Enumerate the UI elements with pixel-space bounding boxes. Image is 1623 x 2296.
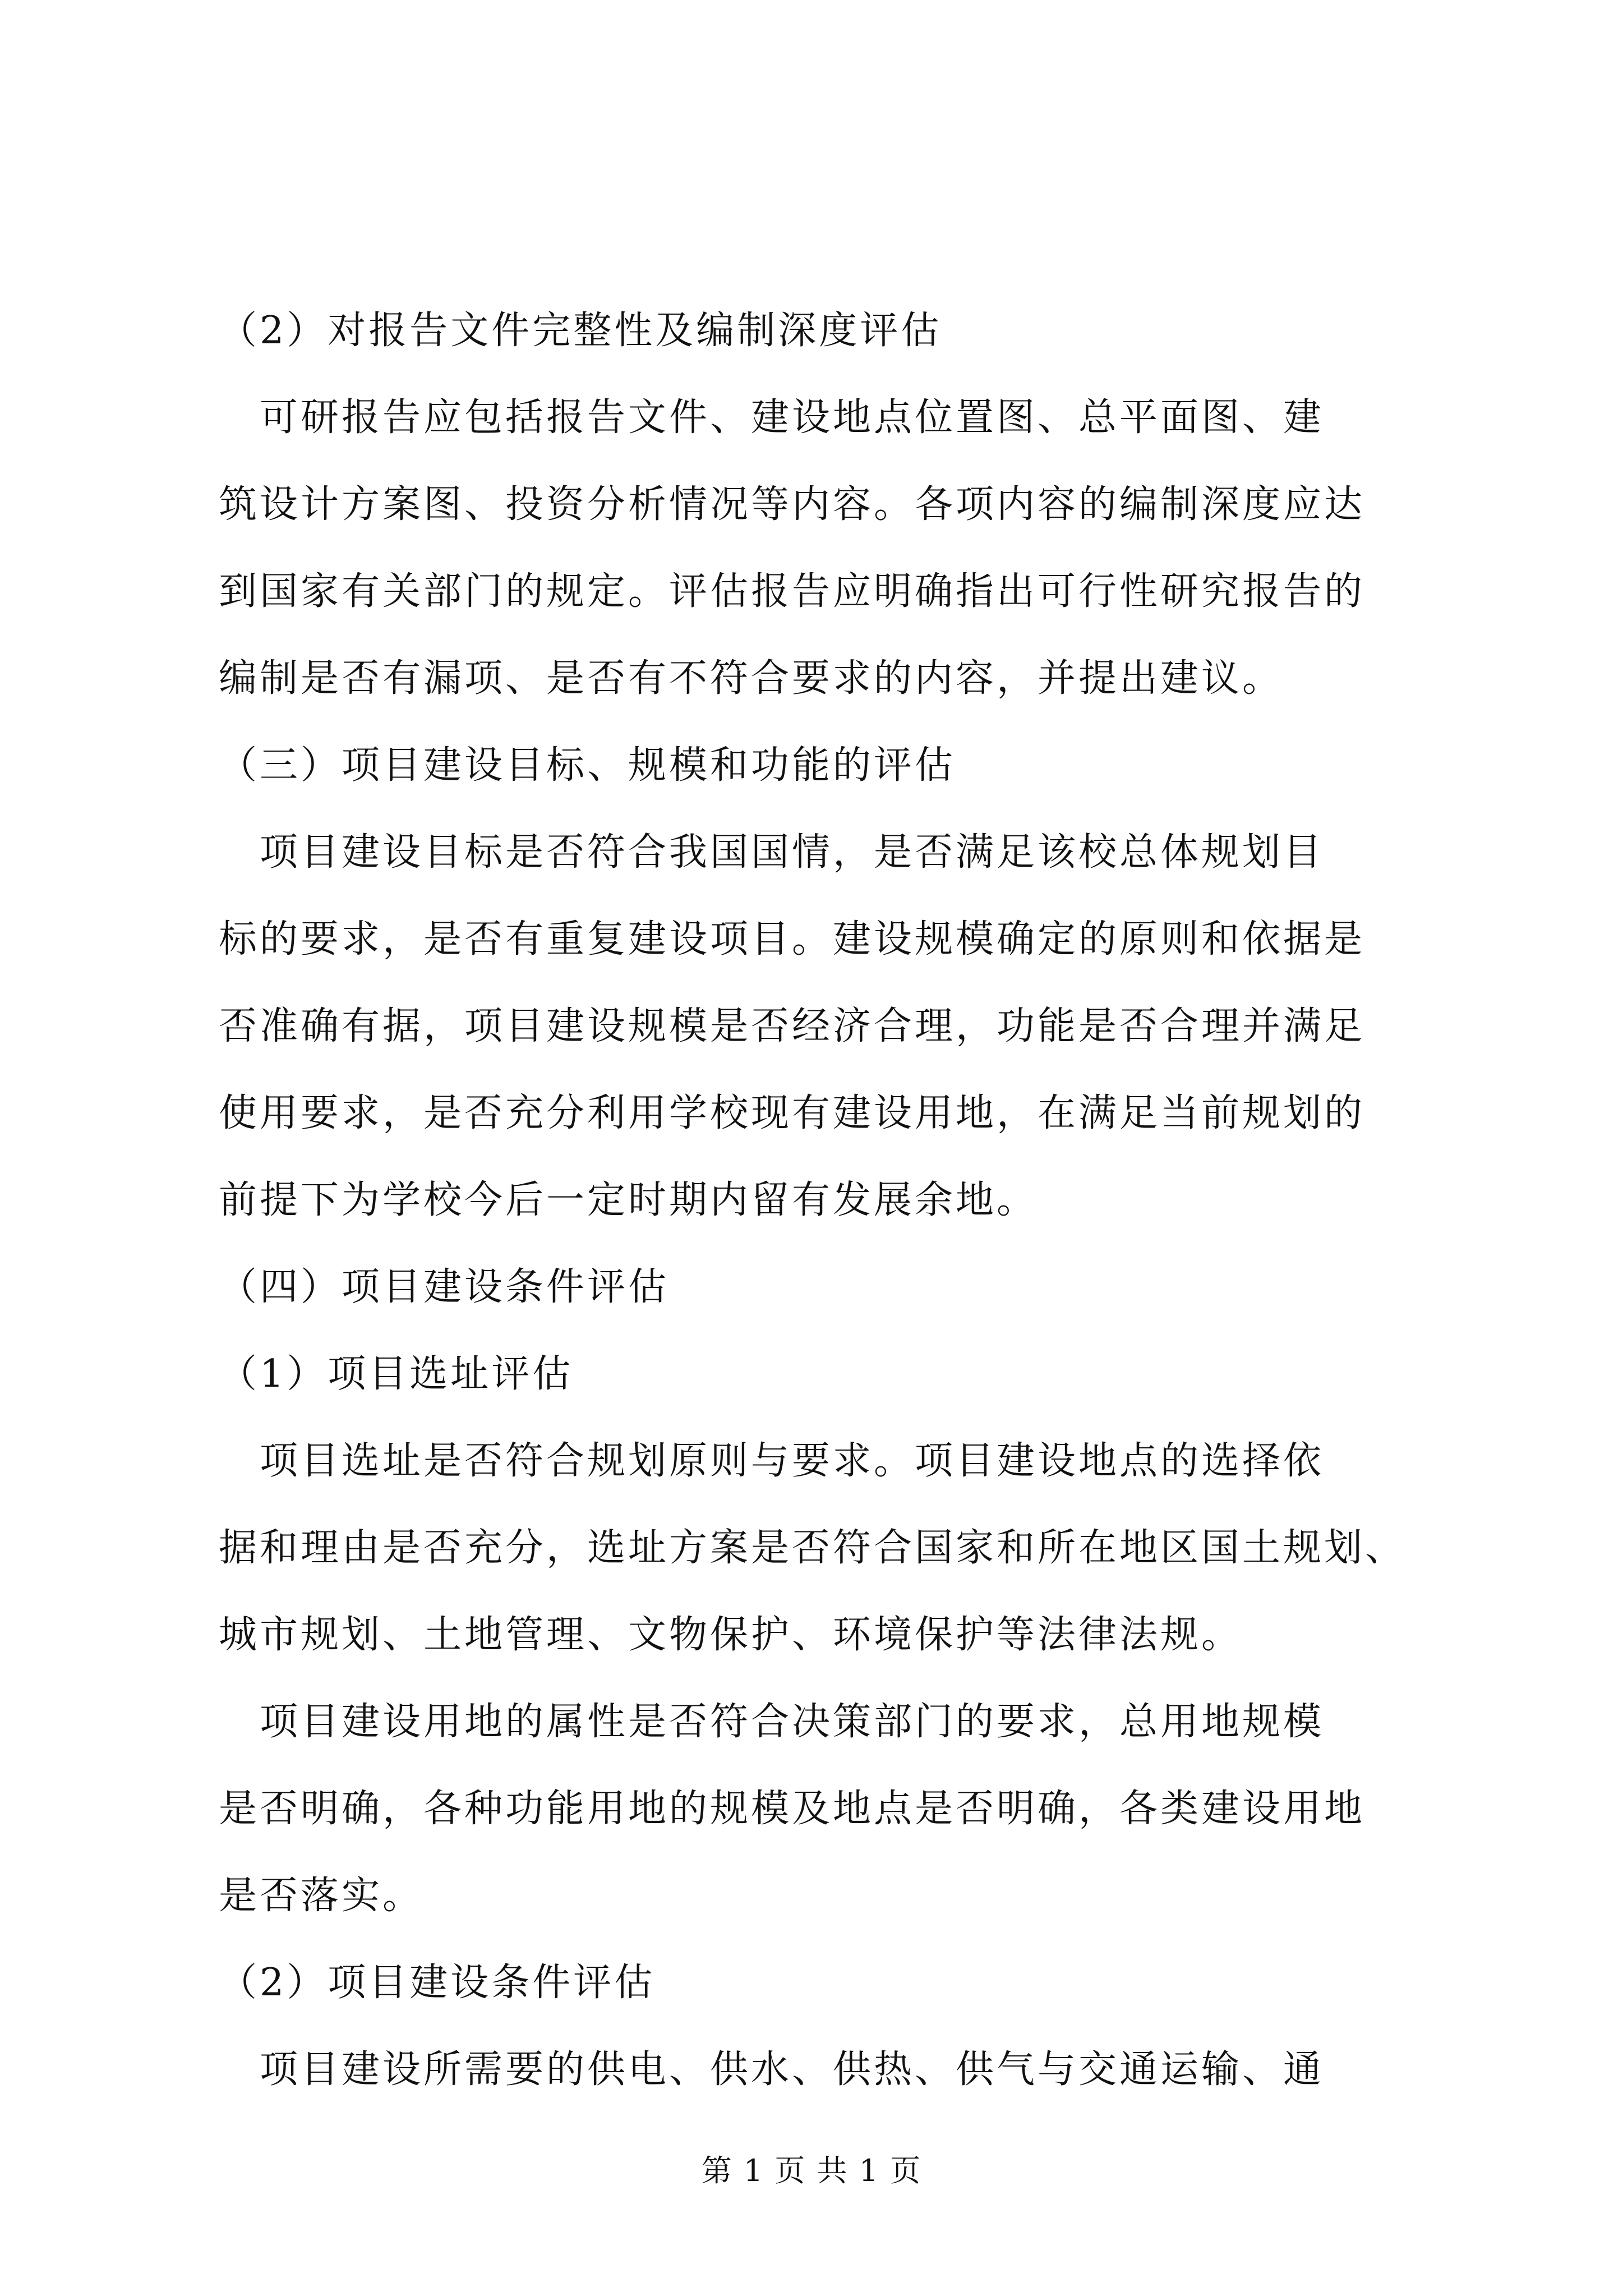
paragraph-line: 到国家有关部门的规定。评估报告应明确指出可行性研究报告的 [219, 569, 1366, 614]
paragraph-line: 城市规划、土地管理、文物保护、环境保护等法律法规。 [219, 1613, 1243, 1657]
paragraph-line: 项目建设目标是否符合我国国情，是否满足该校总体规划目 [219, 830, 1325, 875]
heading-line: （三）项目建设目标、规模和功能的评估 [219, 743, 956, 788]
paragraph-line: 项目选址是否符合规划原则与要求。项目建设地点的选择依 [219, 1439, 1325, 1483]
paragraph-line: 可研报告应包括报告文件、建设地点位置图、总平面图、建 [219, 395, 1325, 440]
paragraph-line: 是否明确，各种功能用地的规模及地点是否明确，各类建设用地 [219, 1787, 1366, 1831]
paragraph-line: 筑设计方案图、投资分析情况等内容。各项内容的编制深度应达 [219, 482, 1366, 527]
heading-line: （2）对报告文件完整性及编制深度评估 [219, 309, 942, 353]
paragraph-line: 前提下为学校今后一定时期内留有发展余地。 [219, 1178, 1038, 1222]
paragraph-line: 标的要求，是否有重复建设项目。建设规模确定的原则和依据是 [219, 917, 1366, 961]
paragraph-line: 否准确有据，项目建设规模是否经济合理，功能是否合理并满足 [219, 1004, 1366, 1048]
heading-line: （四）项目建设条件评估 [219, 1265, 670, 1309]
paragraph-line: 项目建设用地的属性是否符合决策部门的要求，总用地规模 [219, 1700, 1325, 1744]
heading-line: （1）项目选址评估 [219, 1352, 574, 1396]
paragraph-line: 项目建设所需要的供电、供水、供热、供气与交通运输、通 [219, 2047, 1325, 2092]
paragraph-line: 是否落实。 [219, 1874, 424, 1918]
paragraph-line: 使用要求，是否充分利用学校现有建设用地，在满足当前规划的 [219, 1091, 1366, 1135]
paragraph-line: 编制是否有漏项、是否有不符合要求的内容，并提出建议。 [219, 656, 1284, 701]
page-footer: 第 1 页 共 1 页 [701, 2153, 922, 2188]
paragraph-line: 据和理由是否充分，选址方案是否符合国家和所在地区国土规划、 [219, 1526, 1407, 1570]
heading-line: （2）项目建设条件评估 [219, 1961, 656, 2005]
